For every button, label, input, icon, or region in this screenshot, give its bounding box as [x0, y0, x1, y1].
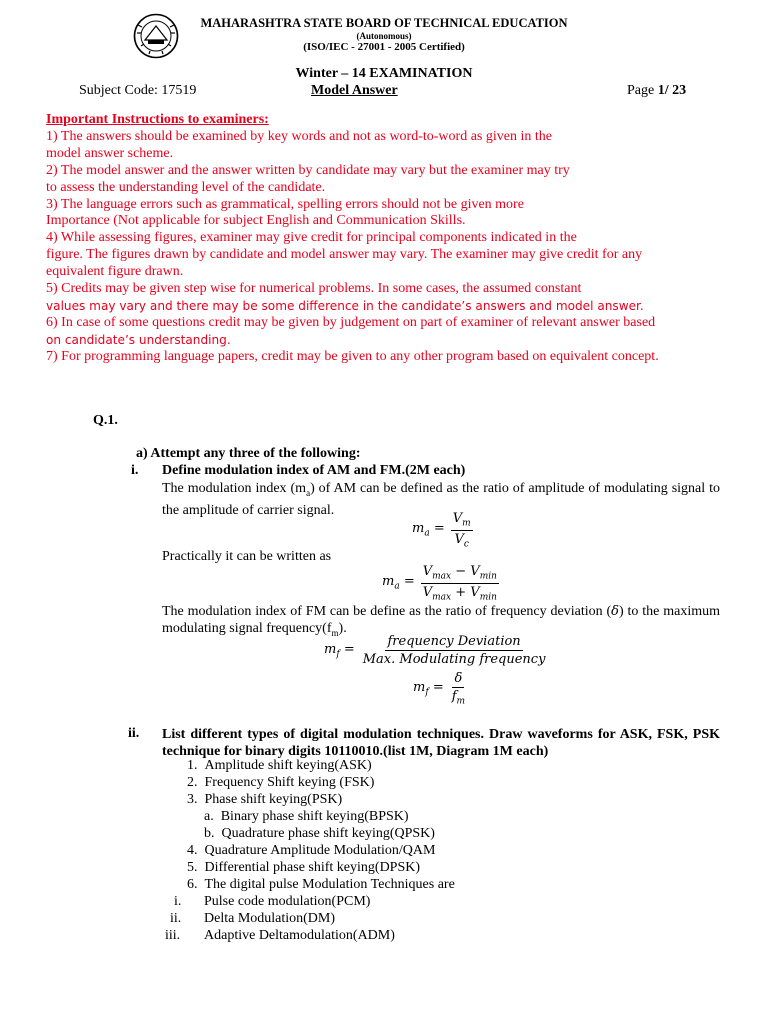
- list-item: i. Pulse code modulation(PCM): [174, 894, 371, 909]
- subq-i-number: i.: [131, 463, 139, 478]
- list-item: iii. Adaptive Deltamodulation(ADM): [165, 928, 395, 943]
- list-item: 1. Amplitude shift keying(ASK): [187, 758, 372, 773]
- list-item: 6. The digital pulse Modulation Techniques are: [187, 877, 455, 892]
- instruction-6b: on candidate’s understanding.: [46, 332, 231, 347]
- practically-text: Practically it can be written as: [162, 549, 332, 564]
- instruction-7: 7) For programming language papers, credit may be given to any other program based on equivalent concept.: [46, 348, 659, 364]
- part-a-heading: a) Attempt any three of the following:: [136, 446, 361, 461]
- list-item: 5. Differential phase shift keying(DPSK): [187, 860, 421, 875]
- fm-index-formula: $m_f$ = $\frac{\text{frequency Deviation}}{\text{Max. Modulating frequency}}$: [324, 634, 546, 667]
- list-item: ii. Delta Modulation(DM): [170, 911, 336, 926]
- list-item: b. Quadrature phase shift keying(QPSK): [204, 826, 435, 841]
- instruction-4b: figure. The figures drawn by candidate and model answer may vary. The examiner may give credit for any: [46, 247, 643, 263]
- instruction-5b: values may vary and there may be some difference in the candidate’s answers and model answer.: [46, 298, 644, 313]
- fm-definition: The modulation index of FM can be define as the ratio of frequency deviation (δ) to the maximum modulating signal $frequency(f_m)$.: [162, 604, 721, 638]
- list-item: 2. Frequency Shift keying (FSK): [187, 775, 375, 790]
- am-definition: The modulation index $(m_a)$ of AM can be defined as the ratio of amplitude of modulating signal to the amplitude of carrier signal.: [162, 481, 720, 518]
- instruction-1b: model answer scheme.: [46, 145, 174, 161]
- list-item: a. Binary phase shift keying(BPSK): [204, 809, 409, 824]
- instruction-6a: 6) In case of some questions credit may be given by judgement on part of examiner of relevant answer based: [46, 314, 656, 330]
- instruction-3b: Importance (Not applicable for subject English and Communication Skills.: [46, 213, 466, 229]
- examiner-instructions: [46, 112, 722, 366]
- subject-code: Subject Code: 17519: [79, 83, 197, 98]
- am-index-practical-formula: $m_a$ = $\frac{V_{max} - V_{min}}{V_{max} + V_{min}}$: [382, 564, 497, 603]
- autonomous-label: (Autonomous): [356, 31, 412, 41]
- list-item: 3. Phase shift keying(PSK): [187, 792, 343, 807]
- instruction-4c: equivalent figure drawn.: [46, 264, 184, 280]
- instruction-2a: 2) The model answer and the answer written by candidate may vary but the examiner may try: [46, 162, 570, 178]
- instruction-1a: 1) The answers should be examined by key words and not as word-to-word as given in the: [46, 128, 552, 144]
- subq-i-title: Define modulation index of AM and FM.(2M each): [162, 463, 466, 478]
- instructions-heading: Important Instructions to examiners:: [46, 112, 269, 127]
- subq-ii-number: ii.: [128, 726, 140, 741]
- instruction-5a: 5) Credits may be given step wise for numerical problems. In some cases, the assumed constant: [46, 281, 582, 297]
- instruction-3a: 3) The language errors such as grammatical, spelling errors should not be given more: [46, 196, 524, 212]
- board-name: MAHARASHTRA STATE BOARD OF TECHNICAL EDUCATION: [200, 16, 568, 30]
- am-index-formula: $m_a$ = $\frac{V_m}{V_c}$: [412, 511, 471, 550]
- subq-ii-title: List different types of digital modulation techniques. Draw waveforms for ASK, FSK, PSK technique for binary digits 10110010.(list 1M, Diagram 1M each): [162, 727, 720, 759]
- instruction-2b: to assess the understanding level of the candidate.: [46, 179, 326, 195]
- model-answer-title: Model Answer: [311, 83, 398, 98]
- exam-title: Winter – 14 EXAMINATION: [295, 66, 473, 81]
- certification-label: (ISO/IEC - 27001 - 2005 Certified): [303, 41, 465, 53]
- question-1-label: Q.1.: [93, 413, 118, 428]
- fm-index-delta-formula: $m_f$ = $\frac{\delta}{f_m}$: [413, 671, 466, 707]
- list-item: 4. Quadrature Amplitude Modulation/QAM: [187, 843, 436, 858]
- instruction-4a: 4) While assessing figures, examiner may give credit for principal components indicated in the: [46, 230, 577, 246]
- page-number: Page 1/ 23: [627, 83, 687, 98]
